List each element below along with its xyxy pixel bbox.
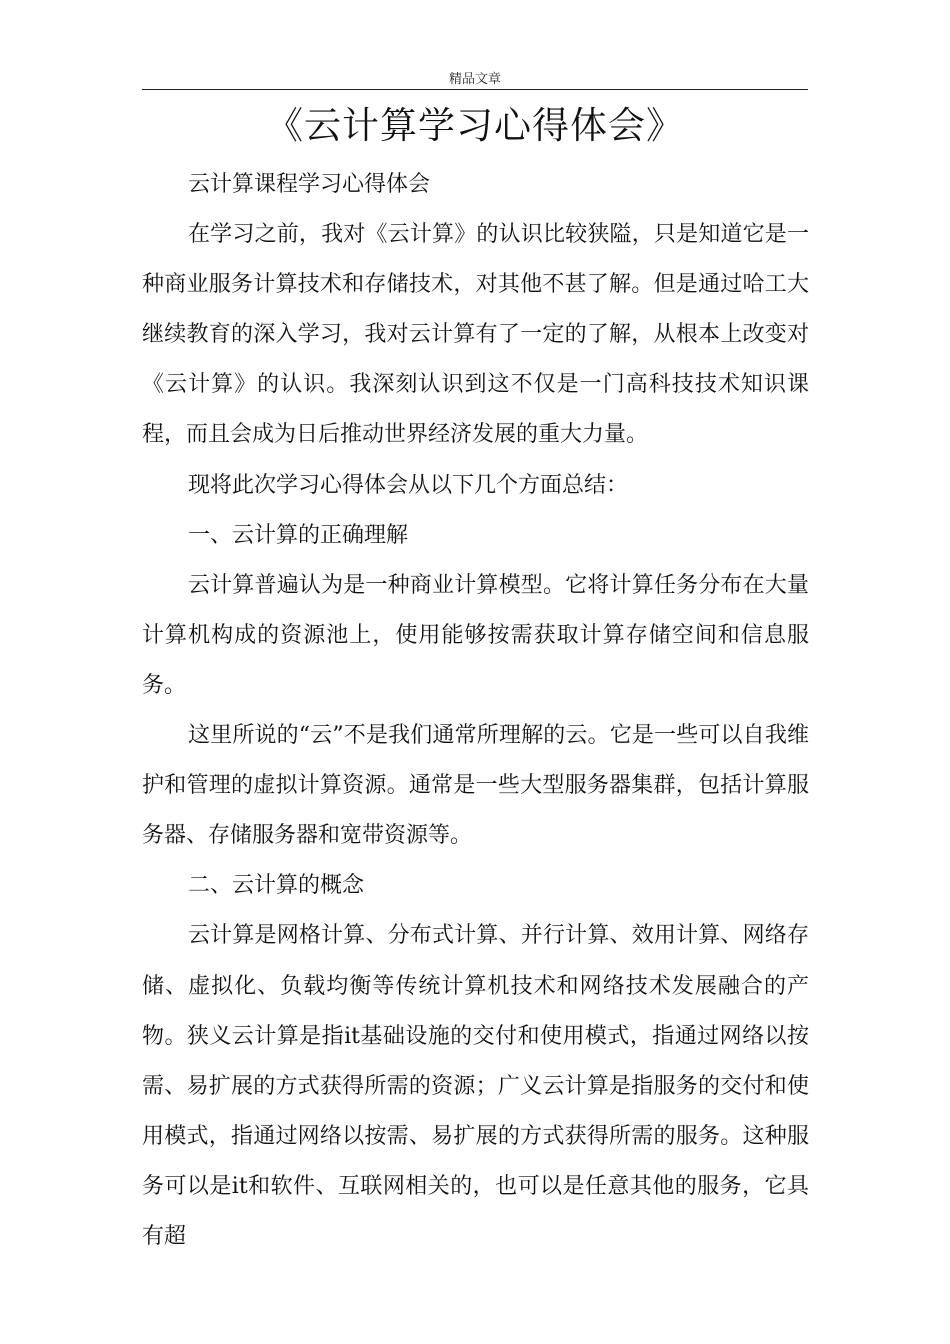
section-1-paragraph-2: 这里所说的“云”不是我们通常所理解的云。它是一些可以自我维护和管理的虚拟计算资源。通常是一些大型服务器集群，包括计算服务器、存储服务器和宽带资源等。 xyxy=(142,723,809,849)
page-header-label: 精品文章 xyxy=(448,72,501,87)
section-2-paragraph-1: 云计算是网格计算、分布式计算、并行计算、效用计算、网络存储、虚拟化、负载均衡等传统计算机技术和网络技术发展融合的产物。狭义云计算是指it基础设施的交付和使用模式，指通过网络以按需、易扩展的方式获得所需的资源；广义云计算是指服务的交付和使用模式，指通过网络以按需、易扩展的方式获得所需的服务。这种服务可以是it和软件、互联网相关的，也可以是任意其他的服务，它具有超 xyxy=(142,923,809,1249)
document-title: 《云计算学习心得体会》 xyxy=(266,104,684,147)
header-divider xyxy=(142,89,808,90)
section-heading-1: 一、云计算的正确理解 xyxy=(188,522,409,548)
document-body xyxy=(142,160,809,1262)
subtitle-paragraph: 云计算课程学习心得体会 xyxy=(188,172,431,197)
section-1-paragraph-1: 云计算普遍认为是一种商业计算模型。它将计算任务分布在大量计算机构成的资源池上，使用能够按需获取计算存储空间和信息服务。 xyxy=(142,572,809,698)
intro-paragraph: 在学习之前，我对《云计算》的认识比较狭隘，只是知道它是一种商业服务计算技术和存储技术，对其他不甚了解。但是通过哈工大继续教育的深入学习，我对云计算有了一定的了解，从根本上改变对《云计算》的认识。我深刻认识到这不仅是一门高科技技术知识课程，而且会成为日后推动世界经济发展的重大力量。 xyxy=(142,222,809,448)
summary-intro-paragraph: 现将此次学习心得体会从以下几个方面总结： xyxy=(188,472,629,498)
section-heading-2: 二、云计算的概念 xyxy=(188,873,365,899)
